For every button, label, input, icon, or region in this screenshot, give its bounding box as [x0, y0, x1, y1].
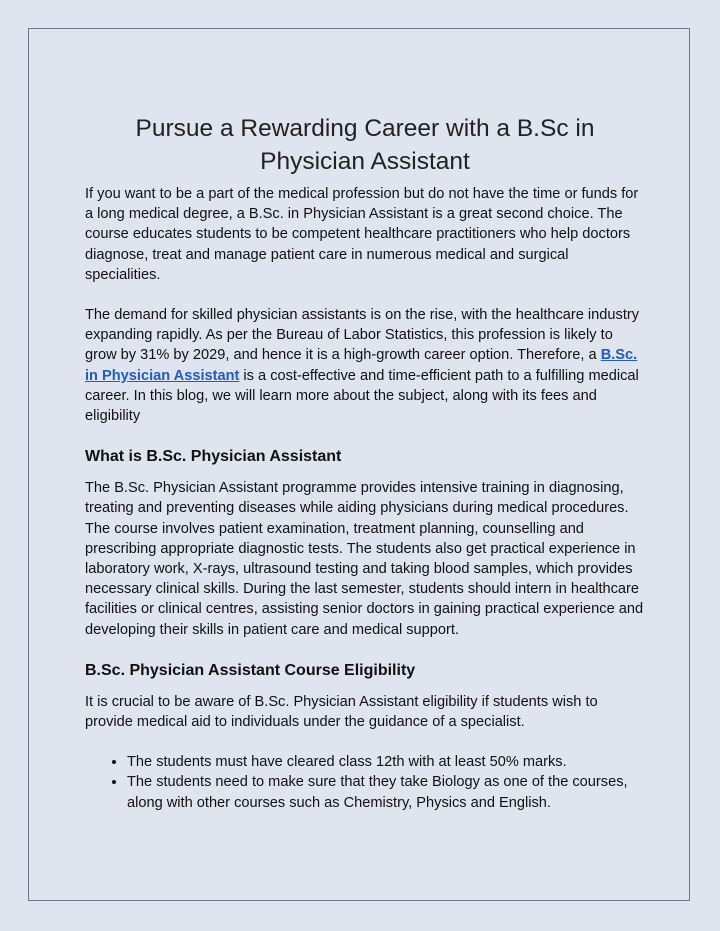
intro-paragraph: If you want to be a part of the medical profession but do not have the time or funds for a long medical degree, a B.Sc. in Physician Assistant is a great second choice. The course educates students to be competent healthcare practitioners who help doctors diagnose, treat and manage patient care in numerous medical and surgical specialities. — [85, 186, 639, 283]
document-body — [85, 112, 645, 813]
section-heading-eligibility: B.Sc. Physician Assistant Course Eligibility — [85, 661, 416, 679]
bsc-physician-assistant-link[interactable]: B.Sc. in Physician Assistant — [85, 347, 638, 384]
demand-paragraph — [85, 305, 645, 426]
section-body-eligibility: It is crucial to be aware of B.Sc. Physician Assistant eligibility if students wish to provide medical aid to individuals under the guidance of a specialist. — [85, 693, 598, 731]
eligibility-list — [85, 752, 645, 813]
list-item: • The students must have cleared class 12th with at least 50% marks. — [127, 752, 645, 772]
demand-text-after-link: is a cost-effective and time-efficient path to a fulfilling medical career. In this blog, we will learn more about the subject, along with its fees and eligibility — [85, 367, 639, 425]
document-title: Pursue a Rewarding Career with a B.Sc in Physician Assistant — [135, 115, 595, 175]
demand-text-before-link: The demand for skilled physician assistants is on the rise, with the healthcare industry expanding rapidly. As per the Bureau of Labor Statistics, this profession is likely to grow by 31% by 2029, and hence it is a high-growth career option. Therefore, a — [85, 307, 640, 364]
section-heading-what-is: What is B.Sc. Physician Assistant — [85, 448, 342, 466]
list-item: • The students need to make sure that they take Biology as one of the courses, along with other courses such as Chemistry, Physics and English. — [127, 772, 645, 812]
section-body-what-is: The B.Sc. Physician Assistant programme provides intensive training in diagnosing, treating and preventing diseases while aiding physicians during medical procedures. The course involves patient examination, treatment planning, counselling and prescribing appropriate diagnostic tests. The students also get practical experience in laboratory work, X-rays, ultrasound testing and taking blood samples, which provides necessary clinical skills. During the last semester, students should intern in healthcare facilities or clinical centres, assisting senior doctors in gaining practical experience and developing their skills in patient care and medical support. — [85, 480, 644, 638]
